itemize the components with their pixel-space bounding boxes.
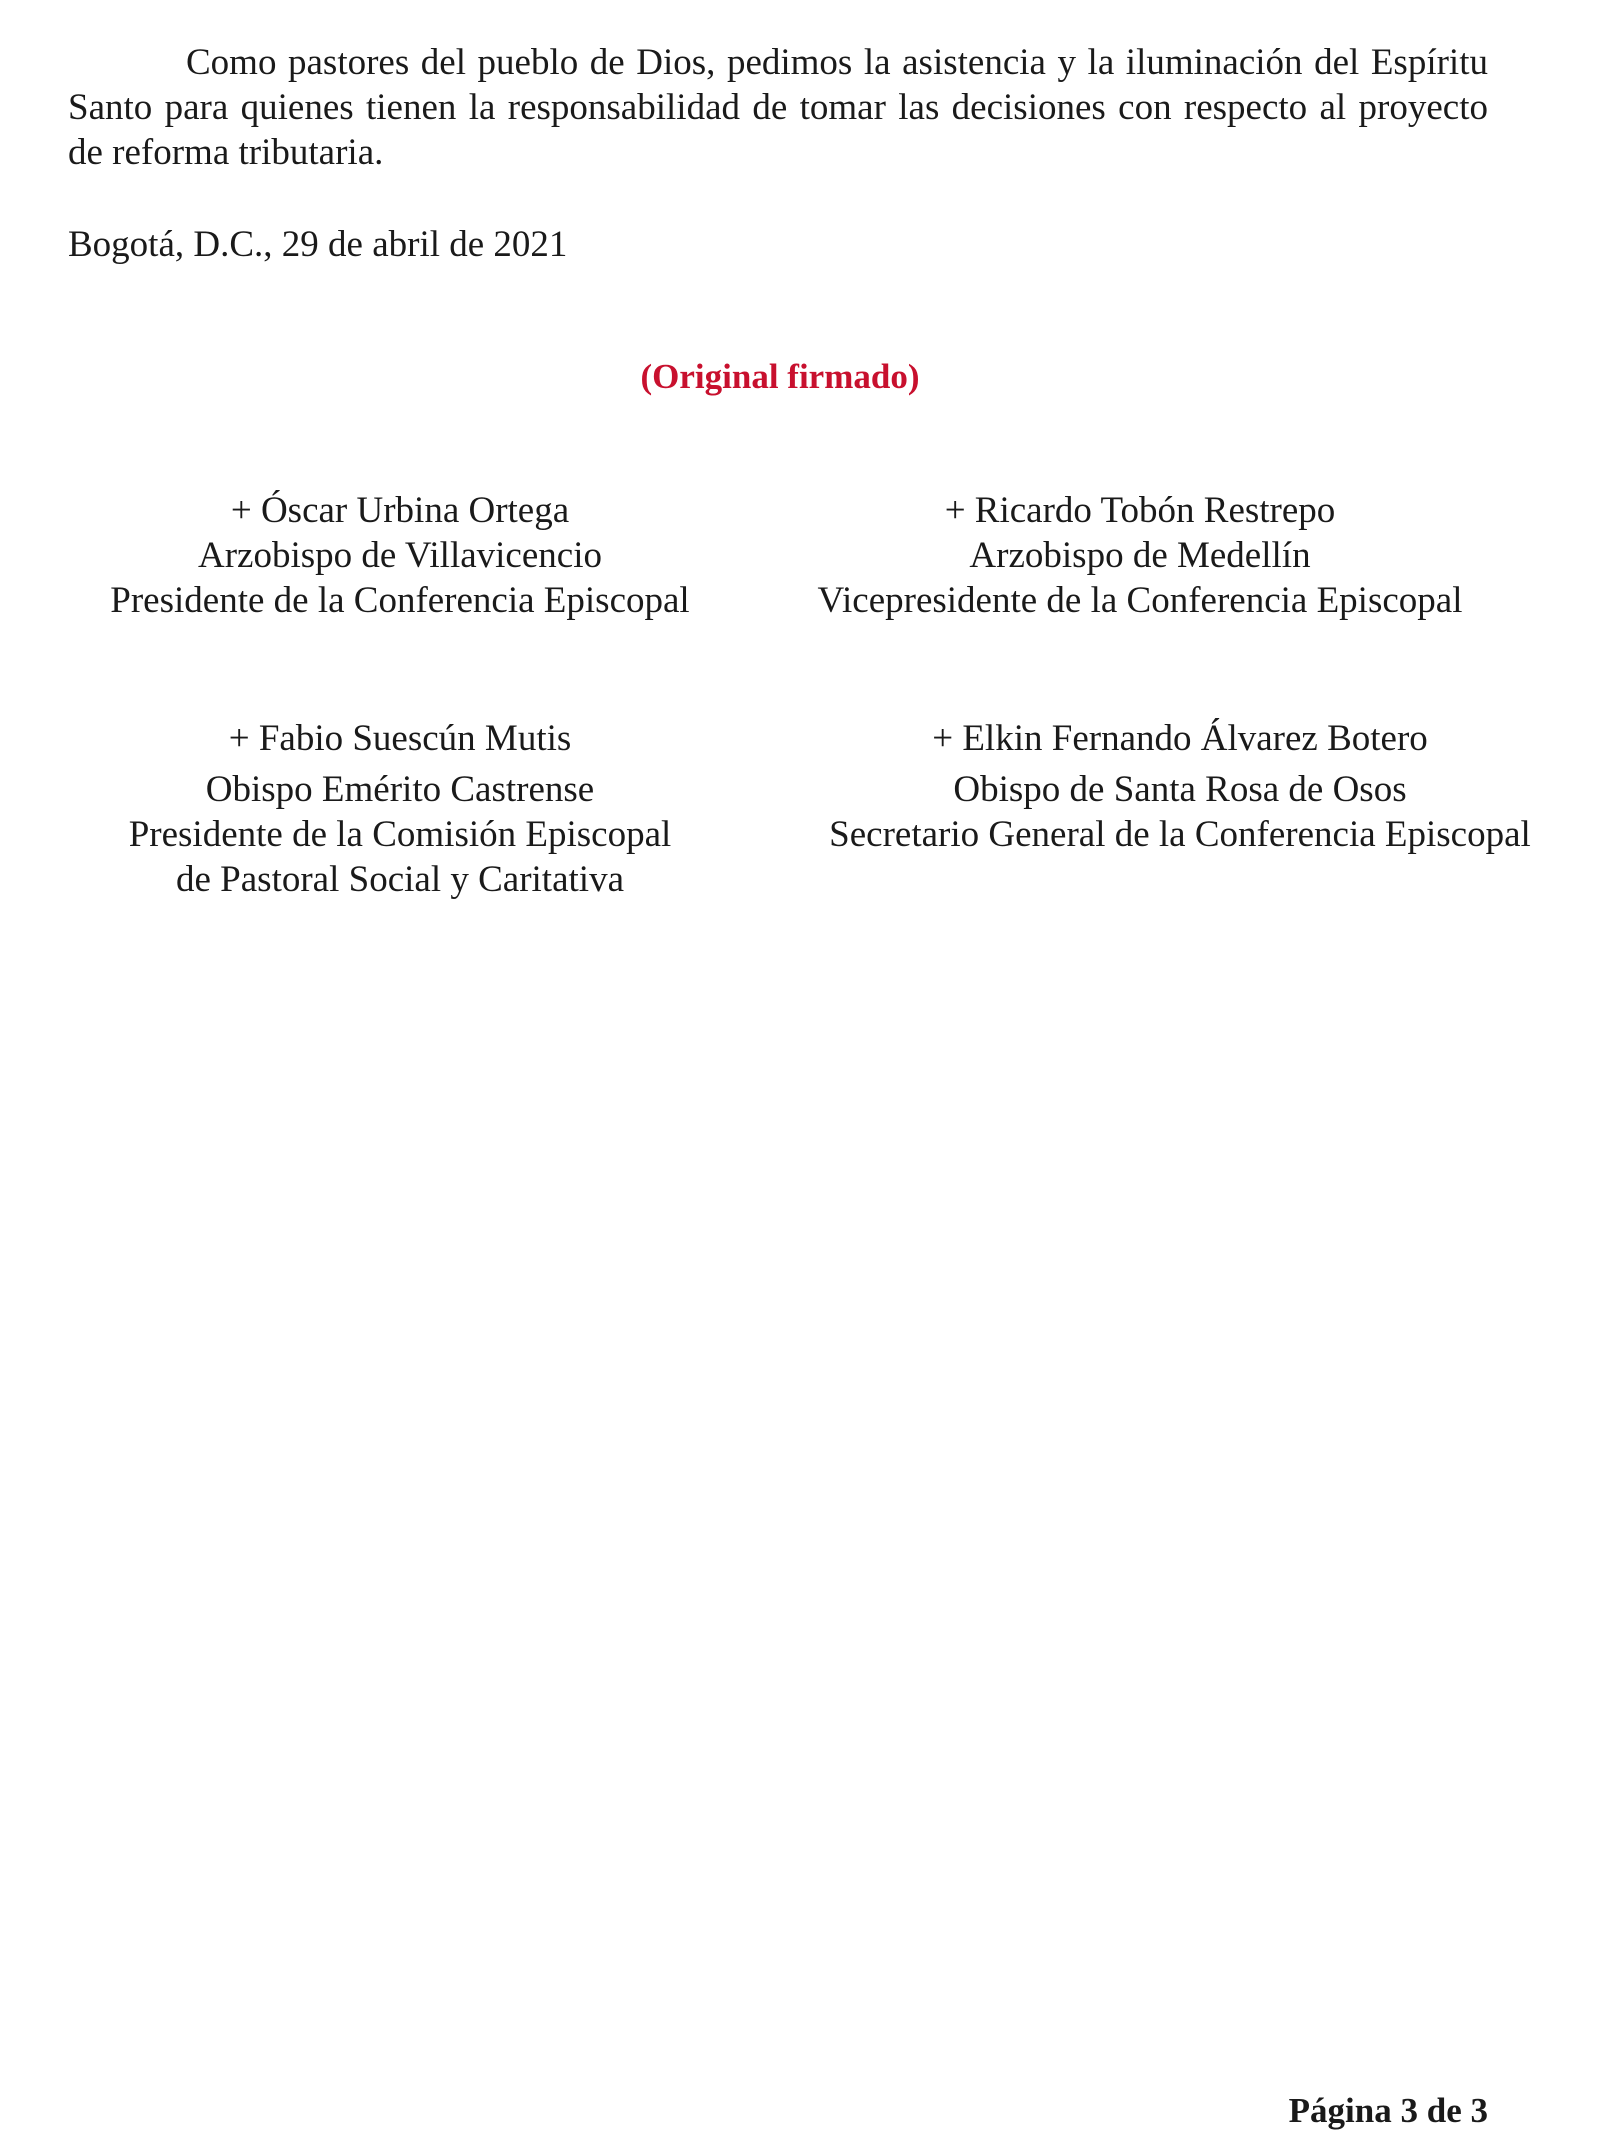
signatory-role-continued: de Pastoral Social y Caritativa	[176, 859, 624, 900]
signature-block-4	[780, 716, 1580, 857]
signatory-title: Arzobispo de Villavicencio	[198, 535, 602, 576]
signatory-role: Presidente de la Comisión Episcopal	[128, 814, 672, 855]
signatory-role: Presidente de la Conferencia Episcopal	[110, 580, 690, 621]
signatory-title: Obispo de Santa Rosa de Osos	[953, 769, 1407, 810]
signatory-name: + Fabio Suescún Mutis	[228, 718, 572, 759]
signatory-name: + Ricardo Tobón Restrepo	[944, 490, 1336, 531]
signature-block-2	[780, 488, 1500, 623]
closing-paragraph: Como pastores del pueblo de Dios, pedimos la asistencia y la iluminación del Espíritu Santo para quienes tienen la responsabilidad de tomar las decisiones con respecto al proyecto de reforma tributaria.	[68, 42, 1488, 173]
signature-block-3	[40, 716, 760, 902]
signatory-role: Secretario General de la Conferencia Episcopal	[829, 814, 1531, 855]
date-line: Bogotá, D.C., 29 de abril de 2021	[68, 224, 568, 265]
signatory-title: Arzobispo de Medellín	[969, 535, 1311, 576]
signatory-title: Obispo Emérito Castrense	[205, 769, 595, 810]
page-number: Página 3 de 3	[1288, 2091, 1488, 2130]
signatory-name: + Elkin Fernando Álvarez Botero	[932, 718, 1428, 759]
original-signed-note: (Original firmado)	[640, 357, 920, 396]
signatory-role: Vicepresidente de la Conferencia Episcopal	[817, 580, 1463, 621]
signatory-name: + Óscar Urbina Ortega	[230, 490, 570, 531]
signature-block-1	[40, 488, 760, 623]
